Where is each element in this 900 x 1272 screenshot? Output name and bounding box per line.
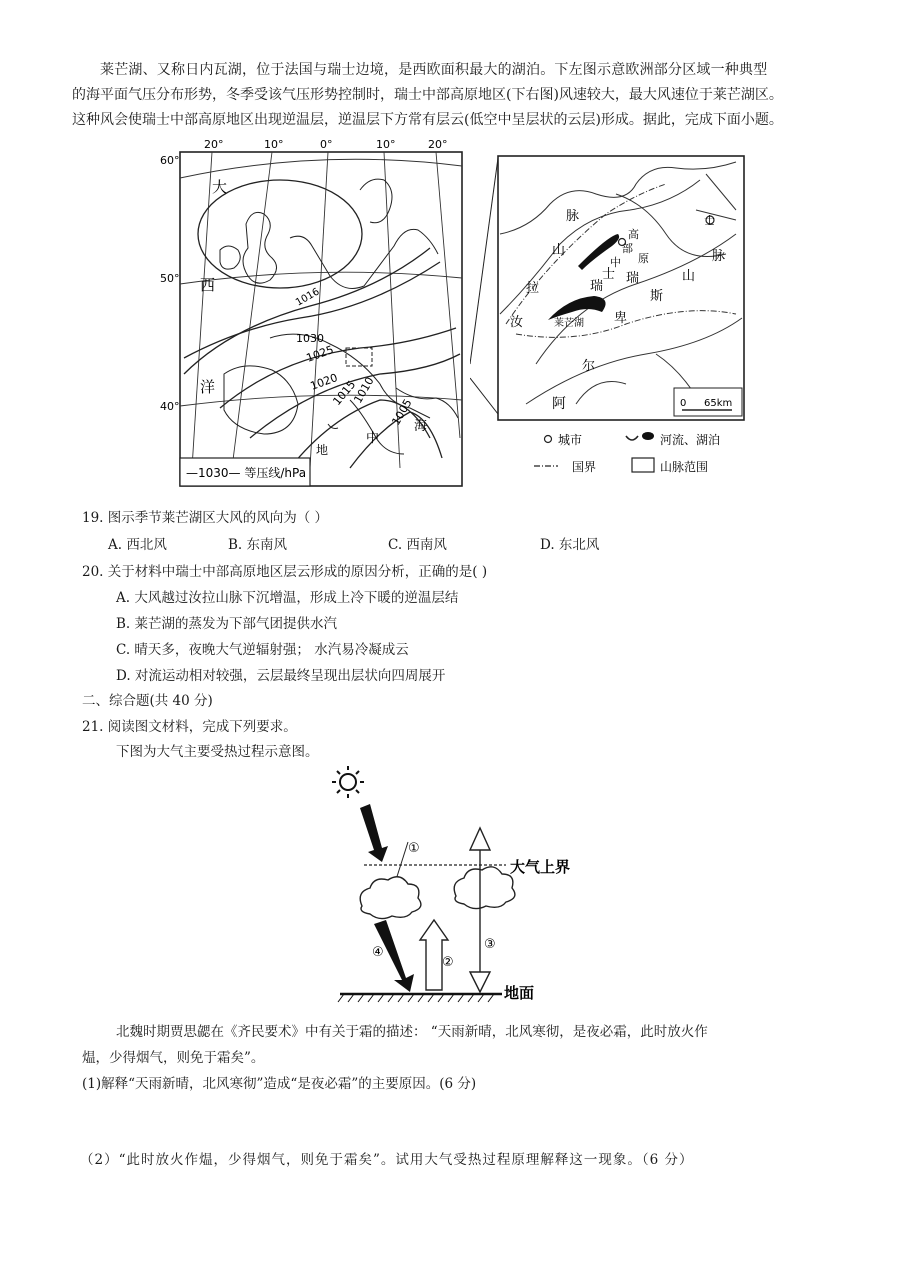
lat-label: 60° xyxy=(160,154,180,167)
isobar-label: 1020 xyxy=(308,371,340,393)
place-label: 山 xyxy=(682,269,696,284)
isobar-label: 1005 xyxy=(389,396,415,428)
ground-label: 地面 xyxy=(504,984,535,1002)
label-3: ③ xyxy=(484,937,496,952)
place-label: 山 xyxy=(552,243,566,258)
europe-pressure-map xyxy=(160,138,470,490)
q20-option-b[interactable]: B. 莱芒湖的蒸发为下部气团提供水汽 xyxy=(116,616,338,632)
label-1: ① xyxy=(408,841,420,856)
section-heading: 二、综合题(共 40 分) xyxy=(82,693,213,709)
quote-line-2: 煴，少得烟气，则免于霜矣”。 xyxy=(82,1050,265,1066)
place-label: 脉 xyxy=(566,209,580,224)
place-label: 原 xyxy=(638,252,649,265)
isobar-label: 1015 xyxy=(330,378,359,408)
place-label: 部 xyxy=(622,242,633,255)
label-2: ② xyxy=(442,955,454,970)
atmosphere-top-label: 大气上界 xyxy=(510,858,571,876)
ocean-label: 大 xyxy=(212,178,228,196)
intro-line-2: 的海平面气压分布形势，冬季受该气压形势控制时，瑞士中部高原地区(下右图)风速较大，最大风速位于莱芒湖区。 xyxy=(72,87,783,103)
isobar-label: 1016 xyxy=(294,286,322,309)
sub-question-1: (1)解释“天雨新晴，北风寒彻”造成“是夜必霜”的主要原因。(6 分) xyxy=(82,1076,477,1092)
intro-line-1: 莱芒湖、又称日内瓦湖，位于法国与瑞士边境，是西欧面积最大的湖泊。下左图示意欧洲部分区域一种典型 xyxy=(100,62,768,78)
swiss-plateau-map xyxy=(496,154,748,484)
q19-stem: 19. 图示季节莱芒湖区大风的风向为（ ） xyxy=(82,510,329,526)
q20-option-c[interactable]: C. 晴天多，夜晚大气逆辐射强； 水汽易冷凝成云 xyxy=(116,642,409,658)
lat-label: 50° xyxy=(160,272,180,285)
q20-option-a[interactable]: A. 大风越过汝拉山脉下沉增温，形成上冷下暖的逆温层结 xyxy=(116,590,459,606)
q20-option-d[interactable]: D. 对流运动相对较强，云层最终呈现出层状向四周展开 xyxy=(116,668,446,684)
place-label: 士 xyxy=(602,267,616,282)
place-label: 斯 xyxy=(650,289,664,304)
ocean-label: 洋 xyxy=(200,378,216,396)
atmosphere-heating-diagram xyxy=(330,762,580,1006)
q19-option-b[interactable]: B. 东南风 xyxy=(228,537,288,553)
intro-paragraph xyxy=(72,58,840,133)
place-label: 拉 xyxy=(526,281,540,296)
q19-option-a[interactable]: A. 西北风 xyxy=(108,537,167,553)
sea-label: 中 xyxy=(366,431,380,446)
lake-label: 莱芒湖 xyxy=(554,318,584,329)
isobar-label: 1030 xyxy=(296,332,324,345)
isobar-legend: —1030— 等压线/hPa xyxy=(186,466,307,480)
place-label: 士 xyxy=(704,214,715,227)
legend-border: 国界 xyxy=(572,460,597,474)
q20-stem: 20. 关于材料中瑞士中部高原地区层云形成的原因分析，正确的是( ) xyxy=(82,564,488,580)
q19-option-c[interactable]: C. 西南风 xyxy=(388,537,447,553)
label-4: ④ xyxy=(372,945,384,960)
figure-caption: 下图为大气主要受热过程示意图。 xyxy=(116,744,319,760)
sun-icon xyxy=(332,766,364,798)
place-label: 瑞 xyxy=(590,279,604,294)
isobar-label: 1010 xyxy=(351,374,377,406)
place-label: 卑 xyxy=(614,311,628,326)
q19-option-d[interactable]: D. 东北风 xyxy=(540,537,600,553)
place-label: 瑞 xyxy=(626,271,640,286)
place-label: 尔 xyxy=(582,359,596,374)
sea-label: 地 xyxy=(316,443,329,457)
legend-river-lake: 河流、湖泊 xyxy=(660,433,721,447)
scale-label: 65km xyxy=(704,398,733,409)
place-label: 阿 xyxy=(552,396,566,412)
place-label: 汝 xyxy=(510,315,524,330)
lon-label: 20° xyxy=(204,138,224,151)
place-label: 中 xyxy=(610,256,621,269)
legend-city: 城市 xyxy=(558,433,583,447)
scale-zero: 0 xyxy=(680,398,687,409)
lon-label: 20° xyxy=(428,138,448,151)
sub-question-2: （2）“此时放火作煴，少得烟气，则免于霜矣”。试用大气受热过程原理解释这一现象。（6 分） xyxy=(80,1152,694,1168)
lon-label: 0° xyxy=(320,138,333,151)
place-label: 脉 xyxy=(712,249,726,264)
place-label: 高 xyxy=(628,228,639,241)
q21-stem: 21. 阅读图文材料，完成下列要求。 xyxy=(82,719,297,735)
quote-line-1: 北魏时期贾思勰在《齐民要术》中有关于霜的描述： “天雨新晴，北风寒彻，是夜必霜，此时放火作 xyxy=(116,1024,708,1040)
ocean-label: 西 xyxy=(200,276,216,294)
lon-label: 10° xyxy=(376,138,396,151)
sea-label: 海 xyxy=(414,419,428,434)
lat-label: 40° xyxy=(160,400,180,413)
intro-line-3: 这种风会使瑞士中部高原地区出现逆温层，逆温层下方常有层云(低空中呈层状的云层)形成。据此，完成下面小题。 xyxy=(72,112,783,128)
legend-range: 山脉范围 xyxy=(660,460,709,474)
isobar-label: 1025 xyxy=(304,343,336,365)
lon-label: 10° xyxy=(264,138,284,151)
